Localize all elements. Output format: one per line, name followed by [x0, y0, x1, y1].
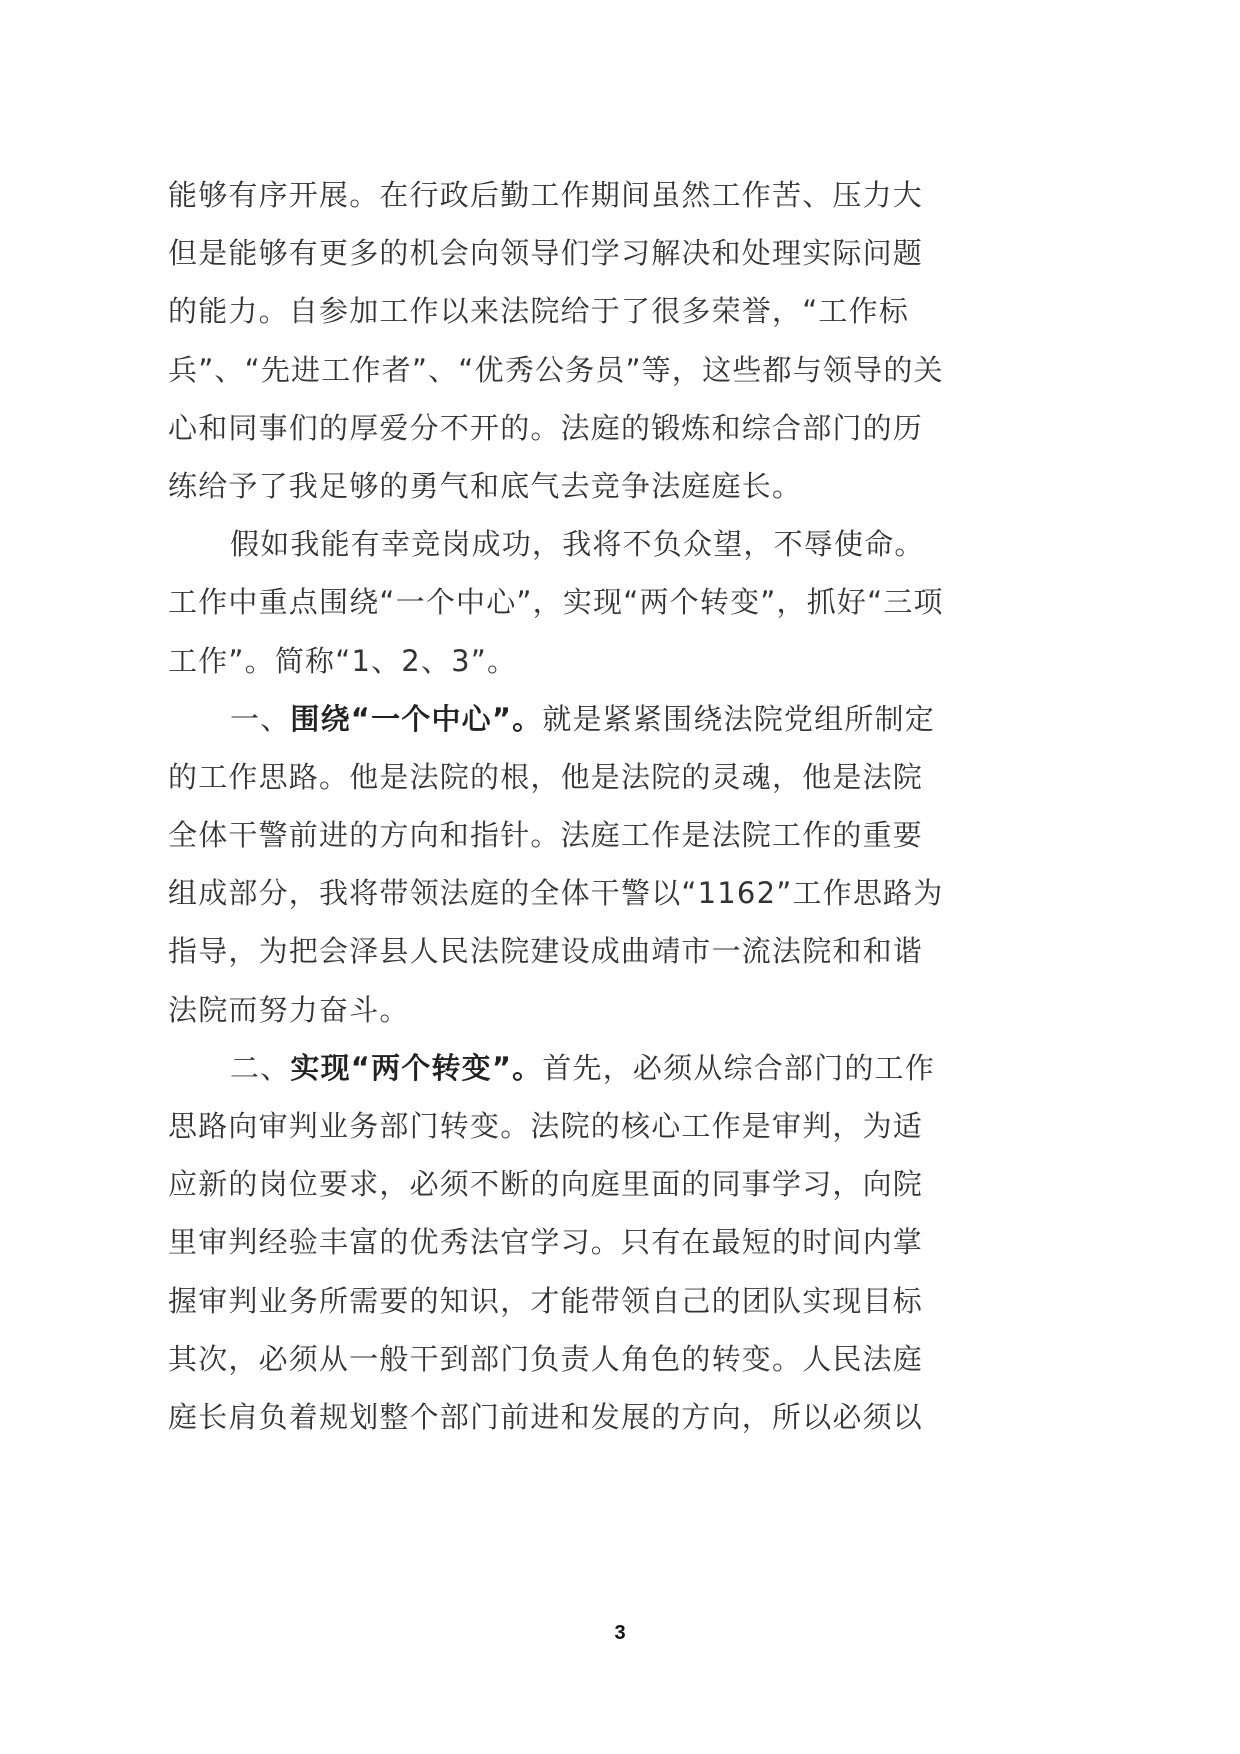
text-line: 应新的岗位要求，必须不断的向庭里面的同事学习，向院 — [168, 1167, 924, 1202]
text-line: 兵”、“先进工作者”、“优秀公务员”等，这些都与领导的关 — [168, 352, 944, 387]
text-line: 里审判经验丰富的优秀法官学习。只有在最短的时间内掌 — [168, 1225, 924, 1260]
section-1-first-line — [168, 690, 944, 748]
text-line: 组成部分，我将带领法庭的全体干警以“1162”工作思路为 — [168, 876, 944, 911]
text-line: 工作中重点围绕“一个中心”，实现“两个转变”，抓好“三项 — [168, 585, 944, 620]
page-number: 3 — [614, 1622, 626, 1644]
text-line: 的工作思路。他是法院的根，他是法院的灵魂，他是法院 — [168, 759, 924, 794]
text-line: 指导，为把会泽县人民法院建设成曲靖市一流法院和和谐 — [168, 934, 924, 969]
section-2-first-line — [168, 1039, 944, 1097]
section-2-number: 二、 — [230, 1050, 291, 1085]
paragraph-intro-first-line: 假如我能有幸竞岗成功，我将不负众望，不辱使命。 — [230, 527, 925, 562]
section-1-number: 一、 — [230, 701, 291, 736]
document-body — [168, 166, 944, 1446]
text-line: 全体干警前进的方向和指针。法庭工作是法院工作的重要 — [168, 818, 924, 853]
section-1-heading: 围绕“一个中心”。 — [290, 701, 543, 736]
section-2-heading: 实现“两个转变”。 — [290, 1050, 543, 1085]
text-line: 但是能够有更多的机会向领导们学习解决和处理实际问题 — [168, 236, 924, 271]
text-line: 心和同事们的厚爱分不开的。法庭的锻炼和综合部门的历 — [168, 410, 924, 445]
section-2-text: 首先，必须从综合部门的工作 — [542, 1050, 935, 1085]
text-line: 握审判业务所需要的知识，才能带领自己的团队实现目标 — [168, 1283, 924, 1318]
text-line: 练给予了我足够的勇气和底气去竞争法庭庭长。 — [168, 468, 803, 503]
text-line: 工作”。简称“1、2、3”。 — [168, 643, 518, 678]
text-line: 庭长肩负着规划整个部门前进和发展的方向，所以必须以 — [168, 1399, 924, 1434]
section-1-text: 就是紧紧围绕法院党组所制定 — [542, 701, 935, 736]
text-line: 法院而努力奋斗。 — [168, 992, 410, 1027]
text-line: 其次，必须从一般干到部门负责人角色的转变。人民法庭 — [168, 1341, 924, 1376]
text-line: 思路向审判业务部门转变。法院的核心工作是审判，为适 — [168, 1109, 924, 1143]
text-line: 的能力。自参加工作以来法院给于了很多荣誉，“工作标 — [168, 294, 910, 329]
text-line: 能够有序开展。在行政后勤工作期间虽然工作苦、压力大 — [168, 178, 924, 212]
